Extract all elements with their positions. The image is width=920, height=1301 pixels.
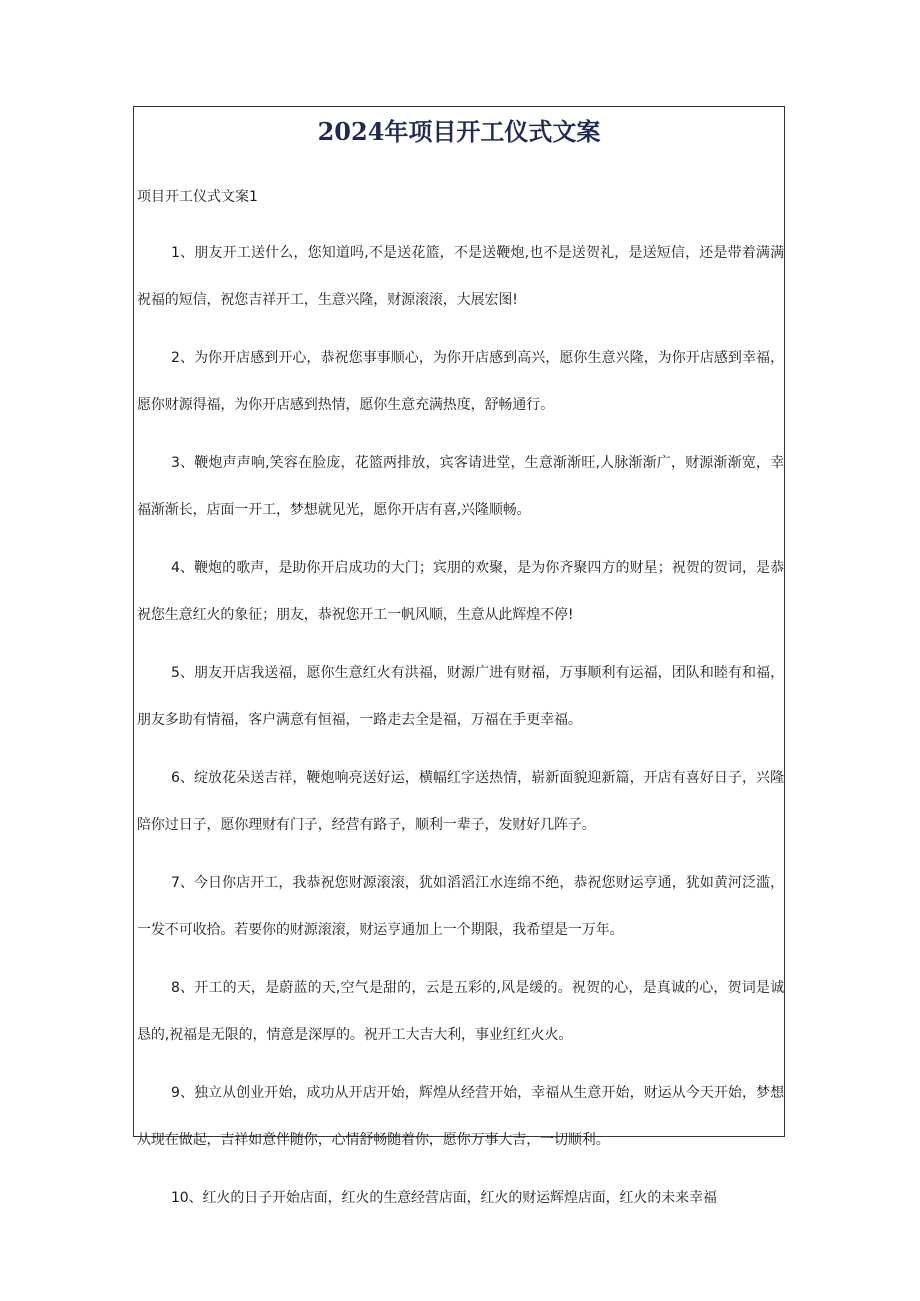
paragraph: 2、为你开店感到开心，恭祝您事事顺心，为你开店感到高兴，愿你生意兴隆，为你开店感到幸福，愿你财源得福，为你开店感到热情，愿你生意充满热度，舒畅通行。 xyxy=(137,350,784,413)
paragraph: 1、朋友开工送什么，您知道吗,不是送花篮，不是送鞭炮,也不是送贺礼，是送短信，还是带着满满祝福的短信，祝您吉祥开工，生意兴隆，财源滚滚，大展宏图! xyxy=(137,245,784,308)
document-title: 2024年项目开工仪式文案 xyxy=(317,117,601,146)
section-heading: 项目开工仪式文案1 xyxy=(137,189,258,205)
paragraph: 9、独立从创业开始，成功从开店开始，辉煌从经营开始，幸福从生意开始，财运从今天开始，梦想从现在做起，吉祥如意伴随你，心情舒畅随着你，愿你万事大吉，一切顺利。 xyxy=(137,1085,784,1148)
paragraph: 10、红火的日子开始店面，红火的生意经营店面，红火的财运辉煌店面，红火的未来幸福 xyxy=(171,1190,717,1206)
document-page xyxy=(133,106,785,1206)
paragraph: 6、绽放花朵送吉祥，鞭炮响亮送好运，横幅红字送热情，崭新面貌迎新篇，开店有喜好日子，兴隆陪你过日子，愿你理财有门子，经营有路子，顺利一辈子，发财好几阵子。 xyxy=(137,770,784,833)
paragraph: 3、鞭炮声声响,笑容在脸庞，花篮两排放，宾客请进堂，生意渐渐旺,人脉渐渐广，财源渐渐宽，幸福渐渐长，店面一开工，梦想就见光，愿你开店有喜,兴隆顺畅。 xyxy=(137,455,784,518)
paragraph: 7、今日你店开工，我恭祝您财源滚滚，犹如滔滔江水连绵不绝，恭祝您财运亨通，犹如黄河泛滥，一发不可收拾。若要你的财源滚滚，财运亨通加上一个期限，我希望是一万年。 xyxy=(137,875,784,938)
paragraph: 8、开工的天，是蔚蓝的天,空气是甜的，云是五彩的,风是缓的。祝贺的心，是真诚的心，贺词是诚恳的,祝福是无限的，情意是深厚的。祝开工大吉大利，事业红红火火。 xyxy=(137,980,784,1043)
paragraph: 5、朋友开店我送福，愿你生意红火有洪福，财源广进有财福，万事顺利有运福，团队和睦有和福，朋友多助有情福，客户满意有恒福，一路走去全是福，万福在手更幸福。 xyxy=(137,665,784,728)
paragraph-list xyxy=(134,230,785,1233)
paragraph: 4、鞭炮的歌声，是助你开启成功的大门；宾朋的欢聚，是为你齐聚四方的财星；祝贺的贺词，是恭祝您生意红火的象征；朋友，恭祝您开工一帆风顺，生意从此辉煌不停! xyxy=(137,560,784,623)
